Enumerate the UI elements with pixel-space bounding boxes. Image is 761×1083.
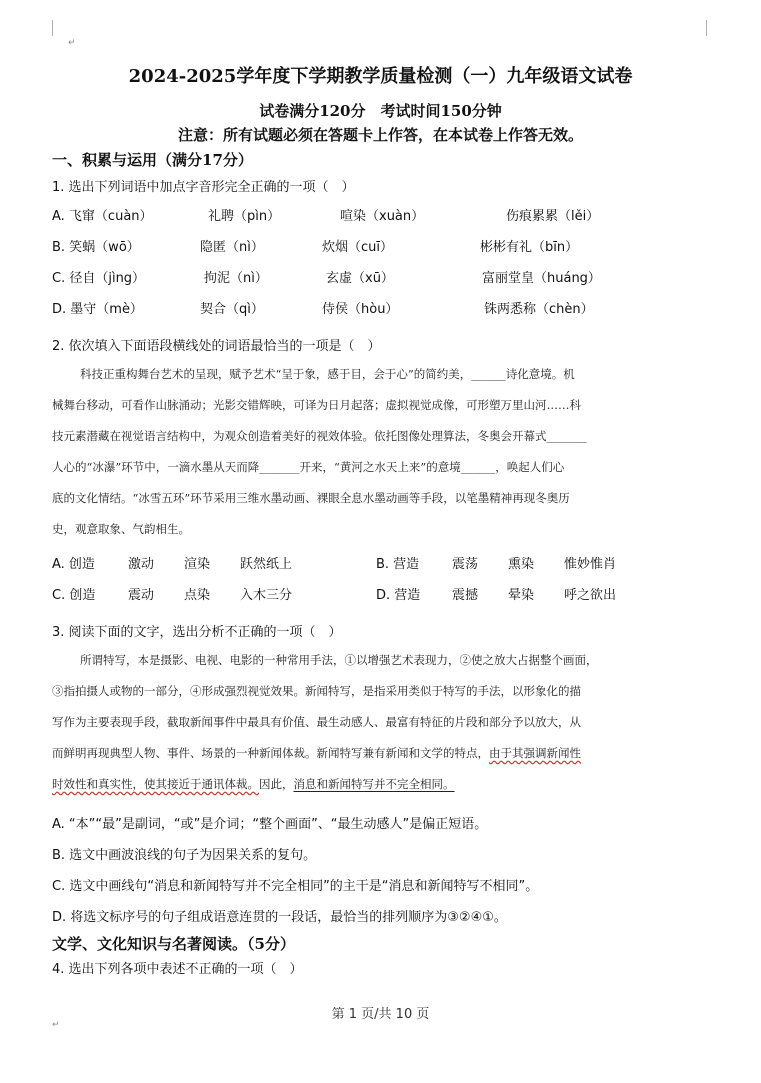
q1-option-c-3: 玄虚（xū） — [326, 271, 394, 286]
q2-option-c-3: 点染 — [184, 588, 211, 603]
q2-passage-line-6: 史，观意取象、气韵相生。 — [52, 522, 190, 536]
q1-option-c-1: C. 径自（jìng） — [52, 271, 146, 286]
q2-option-c-4: 入木三分 — [240, 588, 293, 603]
q2-option-b-4: 惟妙惟肖 — [564, 557, 617, 572]
question-3-stem: 3. 阅读下面的文字，选出分析不正确的一项（ ） — [52, 625, 342, 640]
corner-mark-top-right — [706, 20, 707, 36]
q3-underlined-sentence: 消息和新闻特写并不完全相同。 — [293, 777, 455, 791]
q2-option-c-2: 震动 — [128, 588, 155, 603]
q1-option-a-2: 礼聘（pìn） — [208, 209, 281, 224]
q1-option-b-2: 隐匿（nì） — [200, 240, 264, 255]
q2-passage-line-3: 技元素潜藏在视觉语言结构中，为观众创造着美好的视效体验。依托图像处理算法，冬奥会开幕式_______ — [52, 429, 587, 443]
q2-passage-line-1: 科技正重构舞台艺术的呈现，赋予艺术“呈于象，感于目，会于心”的简约美，______诗化意境。机 — [80, 367, 575, 381]
q2-option-a-4: 跃然纸上 — [240, 557, 293, 572]
q1-option-a-3: 喧染（xuàn） — [340, 209, 425, 224]
q2-option-d-1: D. 营造 — [376, 588, 421, 603]
q1-option-d-3: 侍侯（hòu） — [322, 302, 399, 317]
q1-option-b-3: 炊烟（cuī） — [322, 240, 393, 255]
q3-passage-line-2: ③指拍摄人或物的一部分，④形成强烈视觉效果。新闻特写，是指采用类似于特写的手法，以形象化的描 — [52, 684, 581, 698]
q2-option-b-1: B. 营造 — [376, 557, 420, 572]
q2-option-b-2: 震荡 — [452, 557, 479, 572]
q3-passage-line-4 — [52, 745, 581, 761]
question-4-stem: 4. 选出下列各项中表述不正确的一项（ ） — [52, 962, 303, 977]
q3-choice-d: D. 将选文标序号的句子组成语意连贯的一段话，最恰当的排列顺序为③②④①。 — [52, 910, 507, 925]
section-heading-2: 文学、文化知识与名著阅读。（5分） — [52, 935, 295, 953]
q1-option-a-1: A. 飞窜（cuàn） — [52, 209, 153, 224]
q3-passage-line-5 — [52, 776, 455, 792]
question-2-stem: 2. 依次填入下面语段横线处的词语最恰当的一项是（ ） — [52, 339, 381, 354]
q2-passage-line-5: 底的文化情结。“冰雪五环”环节采用三维水墨动画、裸眼全息水墨动画等手段，以笔墨精神再现冬奥历 — [52, 491, 570, 505]
paragraph-mark-bottom: ↵ — [52, 1020, 60, 1030]
q1-option-c-4: 富丽堂皇（huáng） — [482, 271, 601, 286]
q2-option-d-3: 晕染 — [508, 588, 535, 603]
q2-option-a-3: 渲染 — [184, 557, 211, 572]
q3-choice-c: C. 选文中画线句“消息和新闻特写并不完全相同”的主干是“消息和新闻特写不相同”。 — [52, 879, 539, 894]
page-title: 2024-2025学年度下学期教学质量检测（一）九年级语文试卷 — [128, 66, 633, 87]
section-heading-1: 一、积累与运用（满分17分） — [52, 151, 253, 169]
q2-option-a-1: A. 创造 — [52, 557, 95, 572]
exam-notice: 注意：所有试题必须在答题卡上作答，在本试卷上作答无效。 — [177, 126, 583, 144]
q1-option-c-2: 拘泥（nì） — [204, 271, 268, 286]
q1-option-b-4: 彬彬有礼（bīn） — [480, 240, 579, 255]
q2-option-b-3: 熏染 — [508, 557, 535, 572]
q2-option-d-4: 呼之欲出 — [564, 588, 617, 603]
q3-wavy-underline-part2: 时效性和真实性，使其接近于通讯体裁。 — [52, 777, 259, 791]
q2-option-a-2: 激动 — [128, 557, 155, 572]
q2-option-c-1: C. 创造 — [52, 588, 96, 603]
q2-passage-line-4: 人心的“冰瀑”环节中，一滴水墨从天而降_______开来，“黄河之水天上来”的意境______，唤起人们心 — [52, 460, 565, 474]
q1-option-d-2: 契合（qì） — [200, 302, 264, 317]
q3-choice-a: A. “本”“最”是副词，“或”是介词；“整个画面”、“最生动感人”是偏正短语。 — [52, 817, 488, 832]
corner-mark-top-left — [52, 20, 53, 36]
q3-passage-connector: 因此， — [259, 777, 294, 791]
q1-option-d-4: 铢两悉称（chèn） — [484, 302, 594, 317]
q3-passage-line-1: 所谓特写，本是摄影、电视、电影的一种常用手法，①以增强艺术表现力，②使之放大占据整个画面， — [80, 653, 598, 667]
q3-passage-text: 而鲜明再现典型人物、事件、场景的一种新闻体裁。新闻特写兼有新闻和文学的特点， — [52, 746, 489, 760]
exam-info: 试卷满分120分 考试时间150分钟 — [259, 102, 502, 120]
q1-option-a-4: 伤痕累累（lěi） — [506, 209, 600, 224]
paragraph-mark: ↵ — [68, 38, 76, 48]
q3-choice-b: B. 选文中画波浪线的句子为因果关系的复句。 — [52, 848, 317, 863]
q1-option-d-1: D. 墨守（mè） — [52, 302, 143, 317]
page-footer: 第 1 页/共 10 页 — [331, 1007, 430, 1022]
q2-option-d-2: 震撼 — [452, 588, 479, 603]
q2-passage-line-2: 械舞台移动，可看作山脉涌动；光影交错辉映，可译为日月起落；虚拟视觉成像，可形塑万里山河……科 — [52, 398, 581, 412]
q3-passage-line-3: 写作为主要表现手段，截取新闻事件中最具有价值、最生动感人、最富有特征的片段和部分予以放大，从 — [52, 715, 581, 729]
q1-option-b-1: B. 笑蜗（wō） — [52, 240, 140, 255]
question-1-stem: 1. 选出下列词语中加点字音形完全正确的一项（ ） — [52, 180, 355, 195]
q3-wavy-underline-part1: 由于其强调新闻性 — [489, 746, 581, 760]
